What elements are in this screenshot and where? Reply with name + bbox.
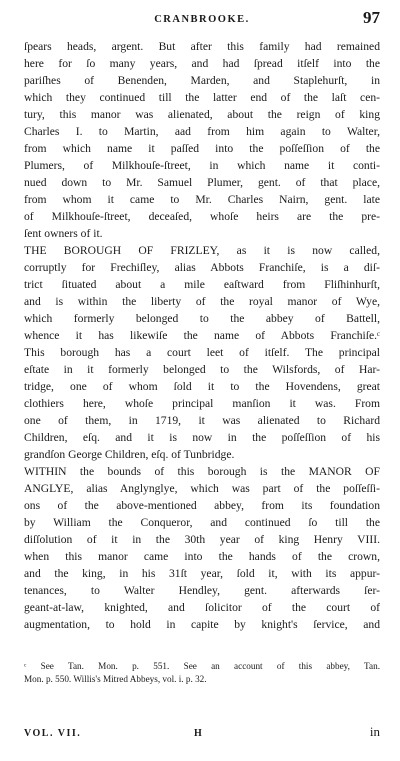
body-line: Children, eſq. and it is now in the poſſeſſion of his <box>24 431 380 444</box>
body-line: of Milkhouſe-ſtreet, deceaſed, whoſe heirs are the pre- <box>24 210 380 223</box>
body-line: Charles I. to Martin, aad from him again to Walter, <box>24 125 380 138</box>
body-line: from which name it paſſed into the poſſeſſion of the <box>24 142 380 155</box>
body-line: nued down to Mr. Samuel Plumer, gent. of that place, <box>24 176 380 189</box>
body-text <box>24 38 380 633</box>
footnote-line: Mon. p. 550. Willis's Mitred Abbeys, vol. i. p. 32. <box>24 674 207 684</box>
volume-signature: VOL. VII. <box>24 728 82 739</box>
body-line: augmentation, to hold in capite by knight's ſervice, and <box>24 618 380 631</box>
body-line: whence it has likewiſe the name of Abbots Franchiſe.ᶜ <box>24 329 380 342</box>
page-header <box>24 8 380 32</box>
running-head: CRANBROOKE. <box>154 14 250 25</box>
body-line: when this manor came into the hands of the crown, <box>24 550 380 563</box>
body-line: one of them, in 1719, it was alienated to Richard <box>24 414 380 427</box>
body-line: tridge, one of whom ſold it to the Hovendens, great <box>24 380 380 393</box>
body-line: THE BOROUGH OF FRIZLEY, as it is now called, <box>24 244 380 257</box>
page-number: 97 <box>363 8 380 27</box>
body-line: here for ſo many years, and had ſpread itſelf into the <box>24 57 380 70</box>
body-line: ſent owners of it. <box>24 227 103 240</box>
signature-mark: H <box>194 728 202 739</box>
body-line: This borough has a court leet of itſelf. The principal <box>24 346 380 359</box>
body-line: which formerly belonged to the abbey of Battell, <box>24 312 380 325</box>
body-line: ANGLYE, alias Anglynglye, which was part of the poſſeſſi- <box>24 482 380 495</box>
body-line: WITHIN the bounds of this borough is the MANOR OF <box>24 465 380 478</box>
body-line: ſpears heads, argent. But after this family had remained <box>24 40 380 53</box>
catchword: in <box>369 724 380 739</box>
page-footer <box>24 724 380 744</box>
body-line: trict ſituated about a mile eaſtward from Fliſhinhurſt, <box>24 278 380 291</box>
body-line: by William the Conqueror, and continued ſo till the <box>24 516 380 529</box>
footnote <box>24 660 380 686</box>
body-line: and the king, in his 31ſt year, ſold it, with its appur- <box>24 567 380 580</box>
body-line: pariſhes of Benenden, Marden, and Staplehurſt, in <box>24 74 380 87</box>
body-line: which they continued till the latter end of the laſt cen- <box>24 91 380 104</box>
body-line: and is within the liberty of the royal manor of Wye, <box>24 295 380 308</box>
footnote-line: ᶜ See Tan. Mon. p. 551. See an account of this abbey, Tan. <box>24 661 380 671</box>
body-line: diſſolution of it in the 30th year of king Henry VIII. <box>24 533 380 546</box>
body-line: Plumers, of Milkhouſe-ſtreet, in which name it conti- <box>24 159 380 172</box>
body-line: grandſon George Children, eſq. of Tunbridge. <box>24 448 235 461</box>
body-line: corruptly for Frechiſley, alias Abbots Franchiſe, is a diſ- <box>24 261 380 274</box>
body-line: ons of the above-mentioned abbey, from its foundation <box>24 499 380 512</box>
body-line: clothiers here, whoſe principal manſion it was. From <box>24 397 380 410</box>
body-line: geant-at-law, knighted, and ſolicitor of the court of <box>24 601 380 614</box>
body-line: from whom it came to Mr. Charles Nairn, gent. late <box>24 193 380 206</box>
body-line: tenances, to Walter Hendley, gent. afterwards ſer- <box>24 584 380 597</box>
body-line: eſtate in it formerly belonged to the Wilsfords, of Har- <box>24 363 380 376</box>
body-line: tury, this manor was alienated, about the reign of king <box>24 108 380 121</box>
